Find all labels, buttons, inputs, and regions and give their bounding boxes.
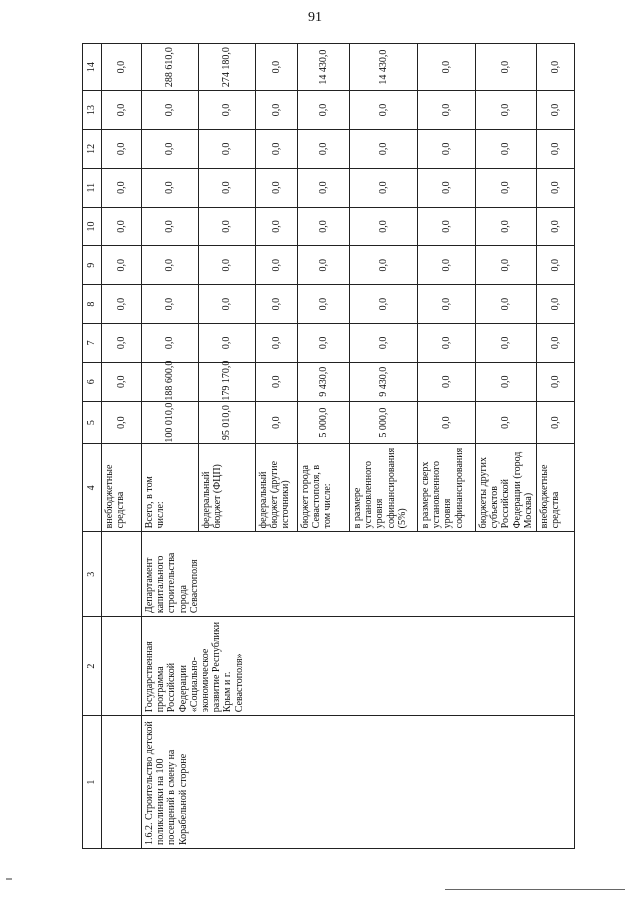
value-cell: 0,0	[256, 362, 298, 401]
value-cell: 0,0	[418, 323, 476, 362]
col-header: 2	[83, 617, 102, 716]
cell-empty	[102, 532, 142, 617]
row-label: в размере сверх установленного уровня софинансирования	[418, 444, 476, 532]
value-cell: 0,0	[142, 168, 199, 207]
value-cell: 14 430,0	[298, 44, 350, 91]
value-cell: 0,0	[476, 401, 537, 444]
row-label: бюджет города Севастополя, в том числе:	[298, 444, 350, 532]
value-cell: 0,0	[102, 401, 142, 444]
value-cell: 0,0	[350, 285, 418, 324]
value-cell: 0,0	[102, 207, 142, 246]
value-cell: 0,0	[256, 207, 298, 246]
financing-table	[82, 43, 575, 849]
value-cell: 0,0	[199, 168, 256, 207]
value-cell: 0,0	[199, 91, 256, 130]
value-cell: 0,0	[102, 246, 142, 285]
value-cell: 0,0	[102, 323, 142, 362]
value-cell: 0,0	[256, 44, 298, 91]
value-cell: 179 170,0	[199, 362, 256, 401]
value-cell: 0,0	[536, 168, 574, 207]
value-cell: 9 430,0	[350, 362, 418, 401]
rotated-table-frame	[82, 43, 562, 849]
value-cell: 0,0	[350, 91, 418, 130]
row-label: внебюджетные средства	[536, 444, 574, 532]
value-cell: 0,0	[256, 285, 298, 324]
program-name: Государственная программа Российской Федерации «Социально-экономическое развитие Республики Крым и г. Севастополя»	[142, 617, 575, 716]
value-cell: 0,0	[350, 323, 418, 362]
col-header: 12	[83, 129, 102, 168]
rotated-table	[82, 43, 562, 849]
value-cell: 100 010,0	[142, 401, 199, 444]
value-cell: 0,0	[418, 91, 476, 130]
value-cell: 0,0	[536, 207, 574, 246]
value-cell: 14 430,0	[350, 44, 418, 91]
value-cell: 0,0	[350, 246, 418, 285]
row-label: федеральный бюджет (ФЦП)	[199, 444, 256, 532]
value-cell: 95 010,0	[199, 401, 256, 444]
col-header: 13	[83, 91, 102, 130]
value-cell: 0,0	[298, 168, 350, 207]
value-cell: 0,0	[102, 91, 142, 130]
value-cell: 0,0	[199, 207, 256, 246]
value-cell: 5 000,0	[298, 401, 350, 444]
value-cell: 0,0	[536, 285, 574, 324]
table-row-prev	[102, 44, 142, 849]
col-header: 4	[83, 444, 102, 532]
col-header: 3	[83, 532, 102, 617]
value-cell: 0,0	[418, 362, 476, 401]
scan-mark	[6, 878, 12, 880]
value-cell: 0,0	[199, 323, 256, 362]
value-cell: 0,0	[476, 44, 537, 91]
value-cell: 0,0	[476, 285, 537, 324]
value-cell: 0,0	[298, 285, 350, 324]
cell-empty	[102, 617, 142, 716]
footer-rule	[445, 889, 625, 890]
column-number-row	[83, 44, 102, 849]
value-cell: 288 610,0	[142, 44, 199, 91]
row-label: бюджеты других субъектов Российской Федерации (город Москва)	[476, 444, 537, 532]
row-label: внебюджетные средства	[102, 444, 142, 532]
value-cell: 0,0	[102, 285, 142, 324]
value-cell: 0,0	[102, 129, 142, 168]
value-cell: 0,0	[142, 207, 199, 246]
col-header: 14	[83, 44, 102, 91]
value-cell: 0,0	[536, 323, 574, 362]
value-cell: 0,0	[418, 285, 476, 324]
value-cell: 0,0	[418, 168, 476, 207]
value-cell: 0,0	[476, 362, 537, 401]
value-cell: 0,0	[350, 207, 418, 246]
row-label: в размере установленного уровня софинансирования (5%)	[350, 444, 418, 532]
project-name: 1.6.2. Строительство детской поликлиники на 100 посещений в смену на Корабельной стороне	[142, 716, 575, 849]
value-cell: 0,0	[418, 44, 476, 91]
value-cell: 0,0	[142, 323, 199, 362]
value-cell: 0,0	[476, 168, 537, 207]
value-cell: 0,0	[536, 129, 574, 168]
value-cell: 0,0	[199, 246, 256, 285]
value-cell: 0,0	[256, 401, 298, 444]
row-label: Всего, в том числе:	[142, 444, 199, 532]
col-header: 6	[83, 362, 102, 401]
value-cell: 0,0	[476, 323, 537, 362]
value-cell: 0,0	[256, 168, 298, 207]
value-cell: 0,0	[199, 129, 256, 168]
value-cell: 0,0	[418, 129, 476, 168]
value-cell: 0,0	[256, 129, 298, 168]
value-cell: 0,0	[350, 168, 418, 207]
value-cell: 0,0	[102, 362, 142, 401]
value-cell: 0,0	[256, 246, 298, 285]
value-cell: 0,0	[476, 207, 537, 246]
value-cell: 0,0	[476, 91, 537, 130]
executor-name: Департамент капитального строительства города Севастополя	[142, 532, 575, 617]
value-cell: 0,0	[256, 91, 298, 130]
value-cell: 9 430,0	[298, 362, 350, 401]
value-cell: 0,0	[298, 246, 350, 285]
value-cell: 0,0	[418, 401, 476, 444]
value-cell: 0,0	[102, 44, 142, 91]
table-row	[142, 44, 199, 849]
value-cell: 0,0	[536, 246, 574, 285]
value-cell: 0,0	[142, 91, 199, 130]
value-cell: 188 600,0	[142, 362, 199, 401]
value-cell: 274 180,0	[199, 44, 256, 91]
value-cell: 0,0	[142, 285, 199, 324]
col-header: 11	[83, 168, 102, 207]
col-header: 9	[83, 246, 102, 285]
value-cell: 0,0	[418, 207, 476, 246]
page-number: 91	[308, 10, 322, 25]
value-cell: 0,0	[536, 91, 574, 130]
cell-empty	[102, 716, 142, 849]
value-cell: 5 000,0	[350, 401, 418, 444]
value-cell: 0,0	[536, 362, 574, 401]
col-header: 7	[83, 323, 102, 362]
value-cell: 0,0	[476, 129, 537, 168]
value-cell: 0,0	[298, 207, 350, 246]
value-cell: 0,0	[418, 246, 476, 285]
value-cell: 0,0	[199, 285, 256, 324]
value-cell: 0,0	[142, 246, 199, 285]
value-cell: 0,0	[298, 323, 350, 362]
value-cell: 0,0	[298, 91, 350, 130]
col-header: 8	[83, 285, 102, 324]
col-header: 1	[83, 716, 102, 849]
value-cell: 0,0	[142, 129, 199, 168]
col-header: 5	[83, 401, 102, 444]
value-cell: 0,0	[476, 246, 537, 285]
value-cell: 0,0	[536, 401, 574, 444]
value-cell: 0,0	[102, 168, 142, 207]
row-label: федеральный бюджет (другие источники)	[256, 444, 298, 532]
col-header: 10	[83, 207, 102, 246]
value-cell: 0,0	[536, 44, 574, 91]
value-cell: 0,0	[350, 129, 418, 168]
value-cell: 0,0	[298, 129, 350, 168]
value-cell: 0,0	[256, 323, 298, 362]
